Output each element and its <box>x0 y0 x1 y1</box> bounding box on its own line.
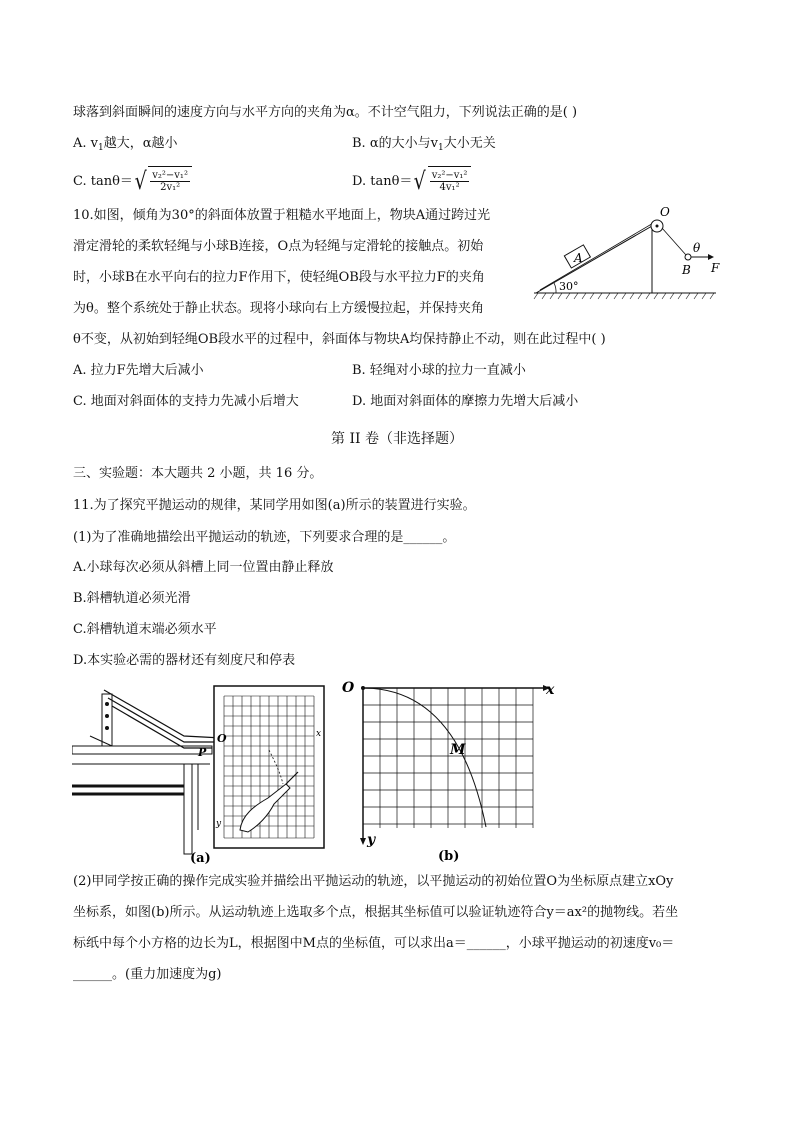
chute-mid <box>108 698 222 742</box>
ball-b <box>685 254 691 260</box>
q9-option-c-sqrt: √ $\frac{\text{v₂²−v₁²}}{\text{2v₁²}}$ <box>133 166 192 197</box>
pulley-axle <box>656 225 659 228</box>
q9-stem: 球落到斜面瞬间的速度方向与水平方向的夹角为α。不计空气阻力，下列说法正确的是( ) <box>73 105 578 120</box>
apparatus-figure <box>72 680 332 866</box>
stand-post <box>102 694 112 746</box>
q10-option-c: C. 地面对斜面体的支持力先减小后增大 <box>73 394 299 409</box>
rope-segment-a <box>540 222 655 290</box>
figure-a-label: (a) <box>190 851 211 866</box>
board-y-label: y <box>216 819 222 829</box>
chute-top <box>104 690 222 738</box>
q9-option-c <box>73 166 192 197</box>
board-x-label: x <box>316 729 322 739</box>
q9-option-b <box>352 134 496 158</box>
section-title: 第 II 卷（非选择题） <box>331 431 463 447</box>
q11-sub2-line-4: ______。(重力加速度为g) <box>73 967 222 982</box>
point-o-label: O <box>660 205 670 219</box>
point-m-label: M <box>450 742 466 758</box>
q9-option-b-sub: 1 <box>437 143 444 153</box>
q10-option-a: A. 拉力F先增大后减小 <box>73 363 204 378</box>
q9-option-b-rest: 大小无关 <box>443 136 496 151</box>
q11-sub1: (1)为了准确地描绘出平抛运动的轨迹，下列要求合理的是______。 <box>73 530 456 545</box>
trajectory-curve <box>363 688 486 827</box>
q9-option-d-den: 4v₁² <box>439 182 460 193</box>
point-p-label: P <box>198 746 207 759</box>
ground-hatching <box>534 293 714 299</box>
q10-line-5: θ不变，从初始到轻绳OB段水平的过程中，斜面体与物块A均保持静止不动，则在此过程中( ) <box>73 332 606 347</box>
q10-line-4: 为θ。整个系统处于静止状态。现将小球向右上方缓慢拉起，并保持夹角 <box>73 301 484 316</box>
q11-option-b: B.斜槽轨道必须光滑 <box>73 591 191 606</box>
q9-option-a-text: A. v <box>73 136 98 151</box>
board-o-label: O <box>217 732 227 745</box>
trajectory-grid-figure <box>338 676 564 866</box>
q11-option-c: C.斜槽轨道末端必须水平 <box>73 622 217 637</box>
q10-line-3: 时，小球B在水平向右的拉力F作用下，使轻绳OB段与水平拉力F的夹角 <box>73 270 485 285</box>
q9-option-c-num: v₂²−v₁² <box>152 170 188 181</box>
q9-option-d-text: D. tanθ＝ <box>352 174 413 189</box>
q9-option-d <box>352 166 471 197</box>
y-axis-arrow <box>360 838 366 845</box>
q9-option-d-sqrt: √ $\frac{\text{v₂²−v₁²}}{\text{4v₁²}}$ <box>412 166 471 197</box>
incline-figure <box>528 200 728 304</box>
q11-sub2-line-1: (2)甲同学按正确的操作完成实验并描绘出平抛运动的轨迹，以平抛运动的初始位置O为坐标原点建立xOy <box>73 874 674 889</box>
q9-option-d-num: v₂²−v₁² <box>431 170 468 181</box>
block-a-label: A <box>574 251 583 265</box>
y-axis-label: y <box>367 832 376 848</box>
angle-label: 30° <box>559 280 579 293</box>
figure-b-label: (b) <box>438 849 460 864</box>
incline-surface <box>536 226 652 293</box>
q11-sub2-line-3: 标纸中每个小方格的边长为L，根据图中M点的坐标值，可以求出a＝______，小球平抛运动的初速度v₀＝ <box>73 936 675 951</box>
table-leg <box>184 764 192 854</box>
table-top <box>72 746 212 754</box>
q10-line-2: 滑定滑轮的柔软轻绳与小球B连接，O点为轻绳与定滑轮的接触点。初始 <box>73 239 484 254</box>
q9-option-c-text: C. tanθ＝ <box>73 174 133 189</box>
force-f-label: F <box>711 261 720 275</box>
theta-label: θ <box>693 241 701 255</box>
ball-b-label: B <box>682 263 691 277</box>
part3-heading: 三、实验题：本大题共 2 小题，共 16 分。 <box>73 466 323 481</box>
grid-lines <box>363 688 533 828</box>
q11-stem: 11.为了探究平抛运动的规律，某同学用如图(a)所示的装置进行实验。 <box>73 498 476 513</box>
rope-segment-ob <box>662 228 686 255</box>
x-axis-label: x <box>546 682 555 698</box>
q9-option-b-text: B. α的大小与v <box>352 136 438 151</box>
q9-option-c-den: 2v₁² <box>160 182 181 193</box>
q10-option-b: B. 轻绳对小球的拉力一直减小 <box>352 363 526 378</box>
origin-label: O <box>342 680 355 696</box>
q11-option-d: D.本实验必需的器材还有刻度尺和停表 <box>73 653 296 668</box>
q9-option-a-rest: 越大，α越小 <box>103 136 178 151</box>
q11-sub2-line-2: 坐标系，如图(b)所示。从运动轨迹上选取多个点，根据其坐标值可以验证轨迹符合y＝ax²的抛物线。若坐 <box>73 905 679 920</box>
q10-line-1: 10.如图，倾角为30°的斜面体放置于粗糙水平地面上，物块A通过跨过光 <box>73 208 491 223</box>
force-f-arrowhead <box>708 254 714 260</box>
q10-option-d: D. 地面对斜面体的摩擦力先增大后减小 <box>352 394 579 409</box>
origin-point <box>361 686 365 690</box>
angle-arc <box>554 283 556 293</box>
q11-option-a: A.小球每次必须从斜槽上同一位置由静止释放 <box>73 560 334 575</box>
q9-option-a-sub: 1 <box>98 143 104 153</box>
q9-option-a <box>73 134 178 158</box>
